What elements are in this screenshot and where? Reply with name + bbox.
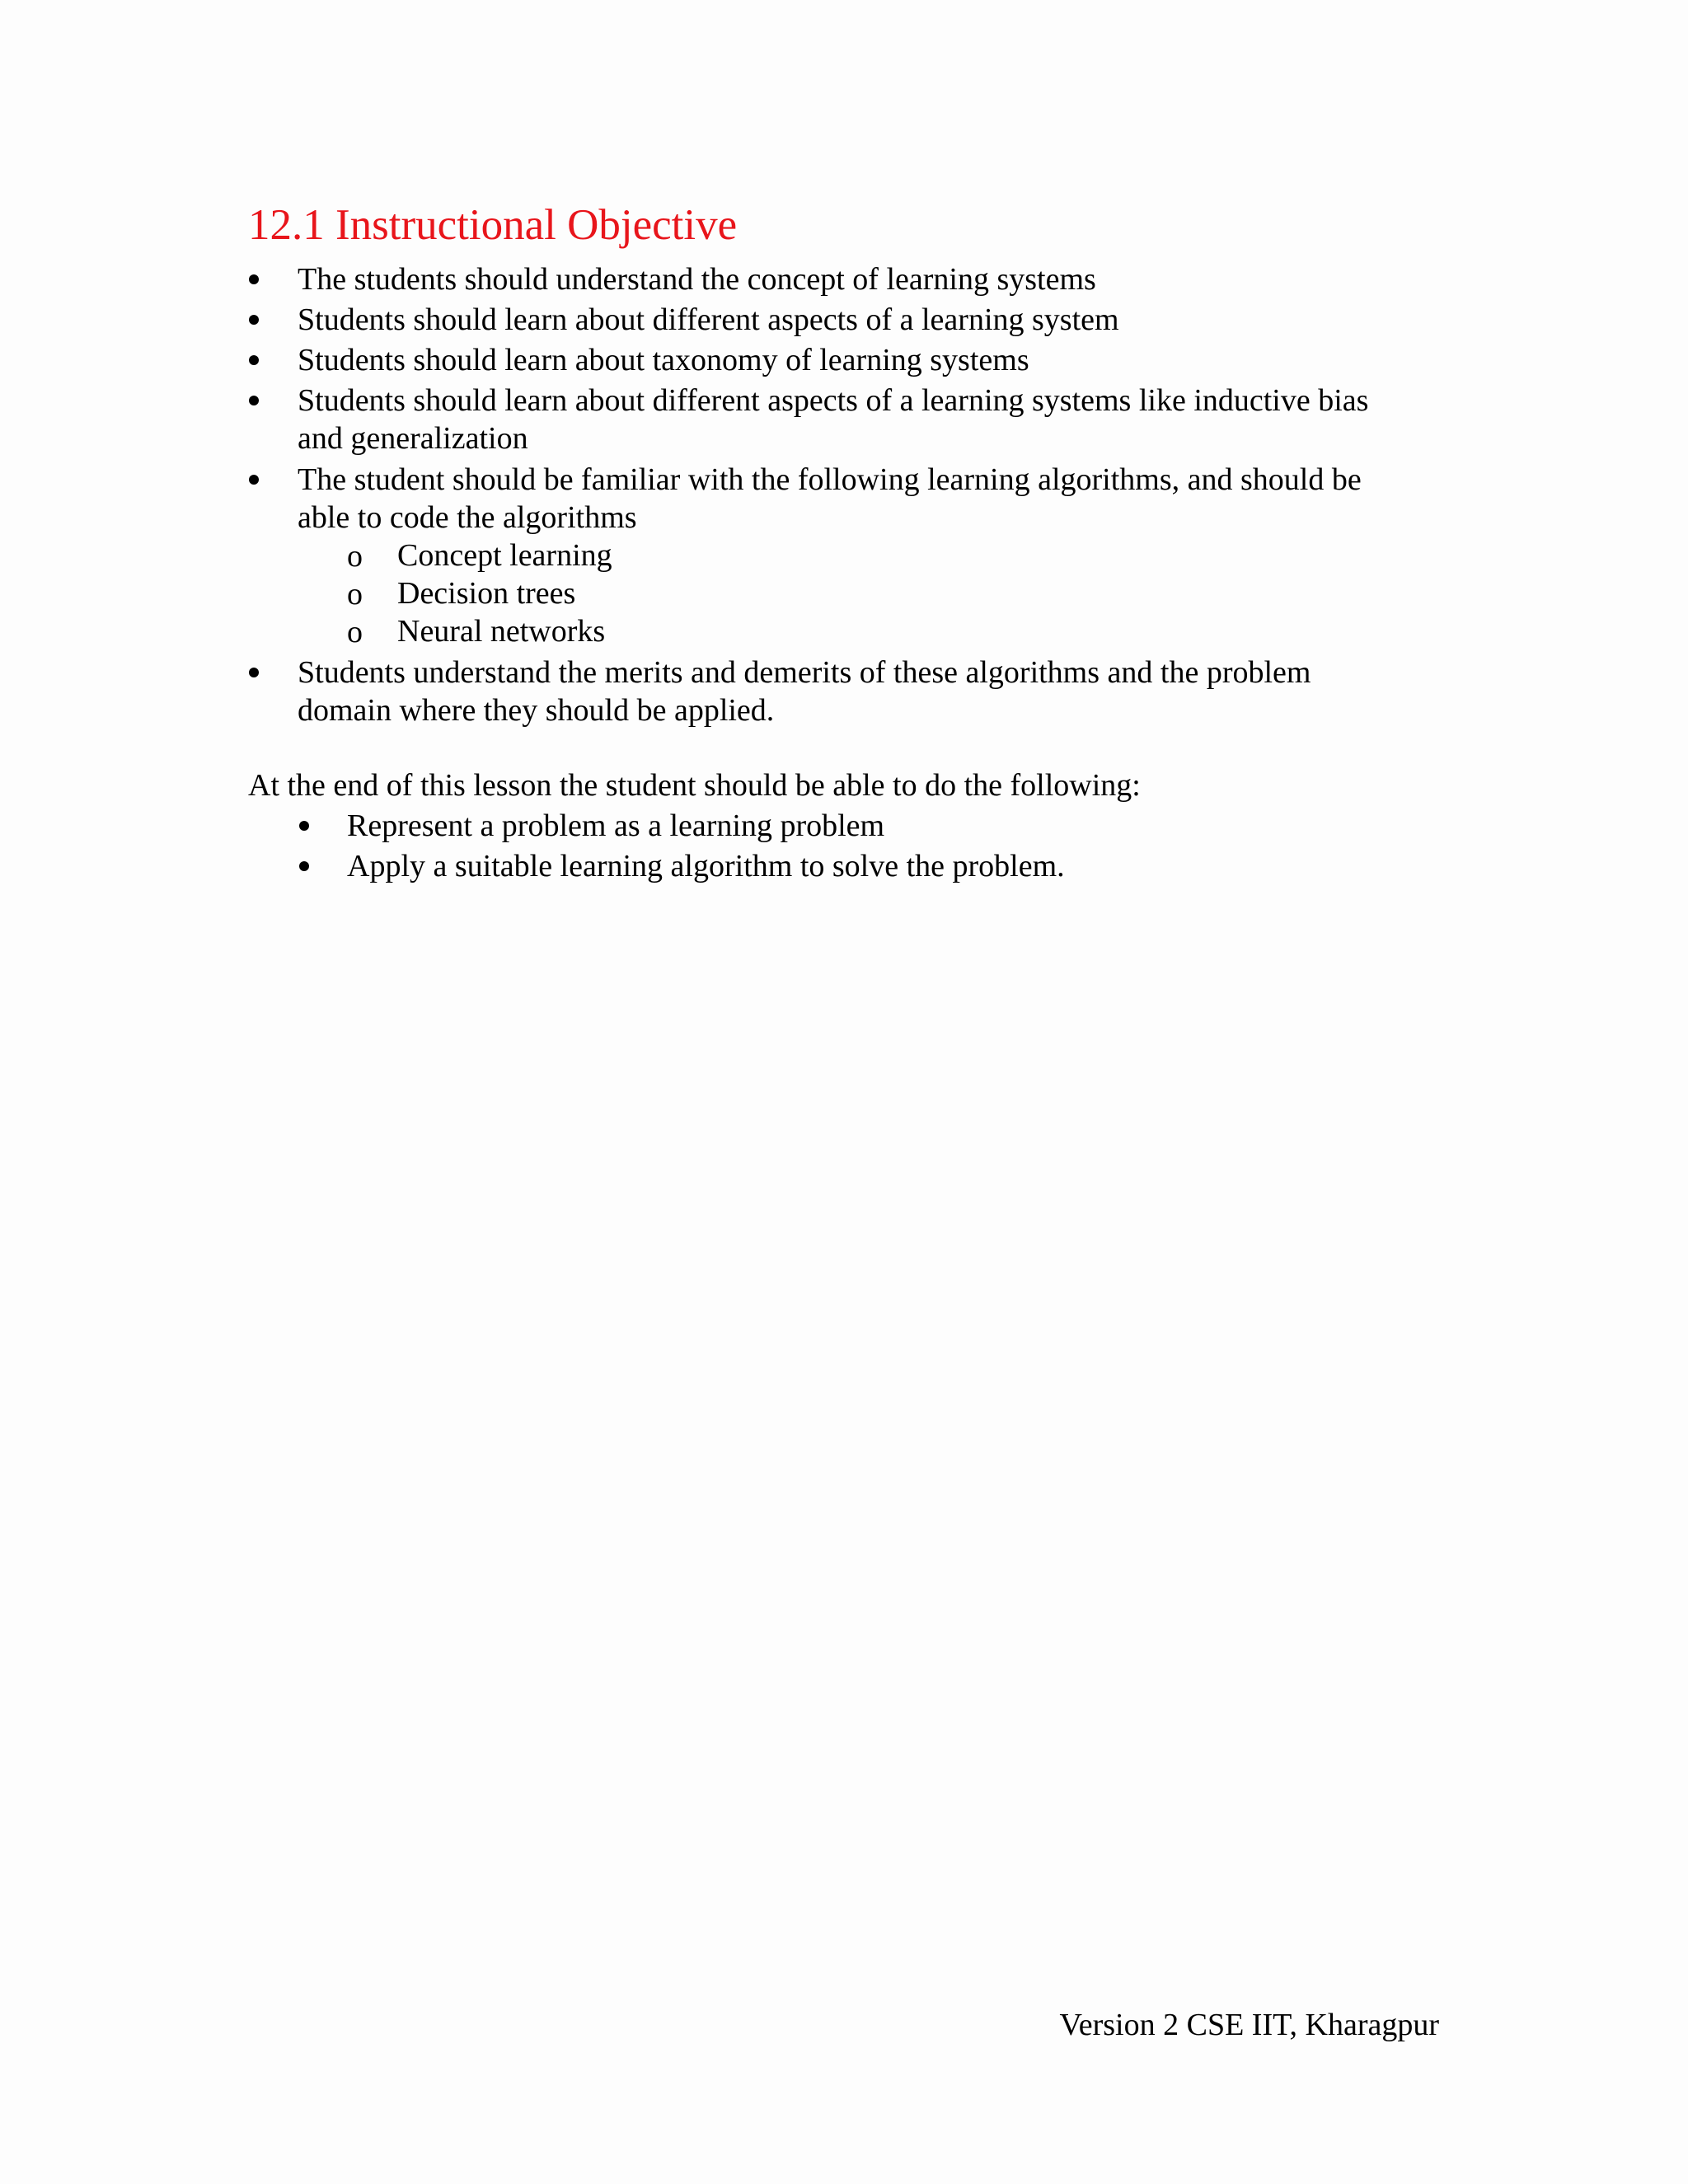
outcome-intro: At the end of this lesson the student should be able to do the following: <box>248 768 1141 803</box>
section-heading: 12.1 Instructional Objective <box>248 201 738 249</box>
bullet-icon <box>249 274 259 284</box>
outcome-item: Apply a suitable learning algorithm to solve the problem. <box>347 849 1065 883</box>
circle-bullet-icon: o <box>347 539 363 574</box>
page-footer: Version 2 CSE IIT, Kharagpur <box>1059 2008 1439 2042</box>
list-item: The student should be familiar with the following learning algorithms, and should be <box>298 462 1362 497</box>
bullet-icon <box>299 821 309 831</box>
list-item: Students should learn about different aspects of a learning systems like inductive bias <box>298 383 1369 418</box>
bullet-icon <box>249 668 259 677</box>
list-item-continuation: able to code the algorithms <box>298 500 637 535</box>
algorithm-item: Neural networks <box>397 614 606 649</box>
list-item-continuation: domain where they should be applied. <box>298 693 775 728</box>
list-item: Students understand the merits and demerits of these algorithms and the problem <box>298 655 1311 690</box>
circle-bullet-icon: o <box>347 615 363 649</box>
bullet-icon <box>249 315 259 325</box>
outcome-item: Represent a problem as a learning problem <box>347 808 885 843</box>
list-item: Students should learn about taxonomy of learning systems <box>298 343 1029 377</box>
list-item: Students should learn about different aspects of a learning system <box>298 302 1119 337</box>
algorithm-item: Concept learning <box>397 538 612 573</box>
circle-bullet-icon: o <box>347 577 363 612</box>
bullet-icon <box>299 861 309 871</box>
list-item-continuation: and generalization <box>298 421 528 456</box>
bullet-icon <box>249 396 259 405</box>
list-item: The students should understand the concept of learning systems <box>298 262 1096 297</box>
bullet-icon <box>249 475 259 485</box>
bullet-icon <box>249 355 259 365</box>
algorithm-item: Decision trees <box>397 576 576 611</box>
